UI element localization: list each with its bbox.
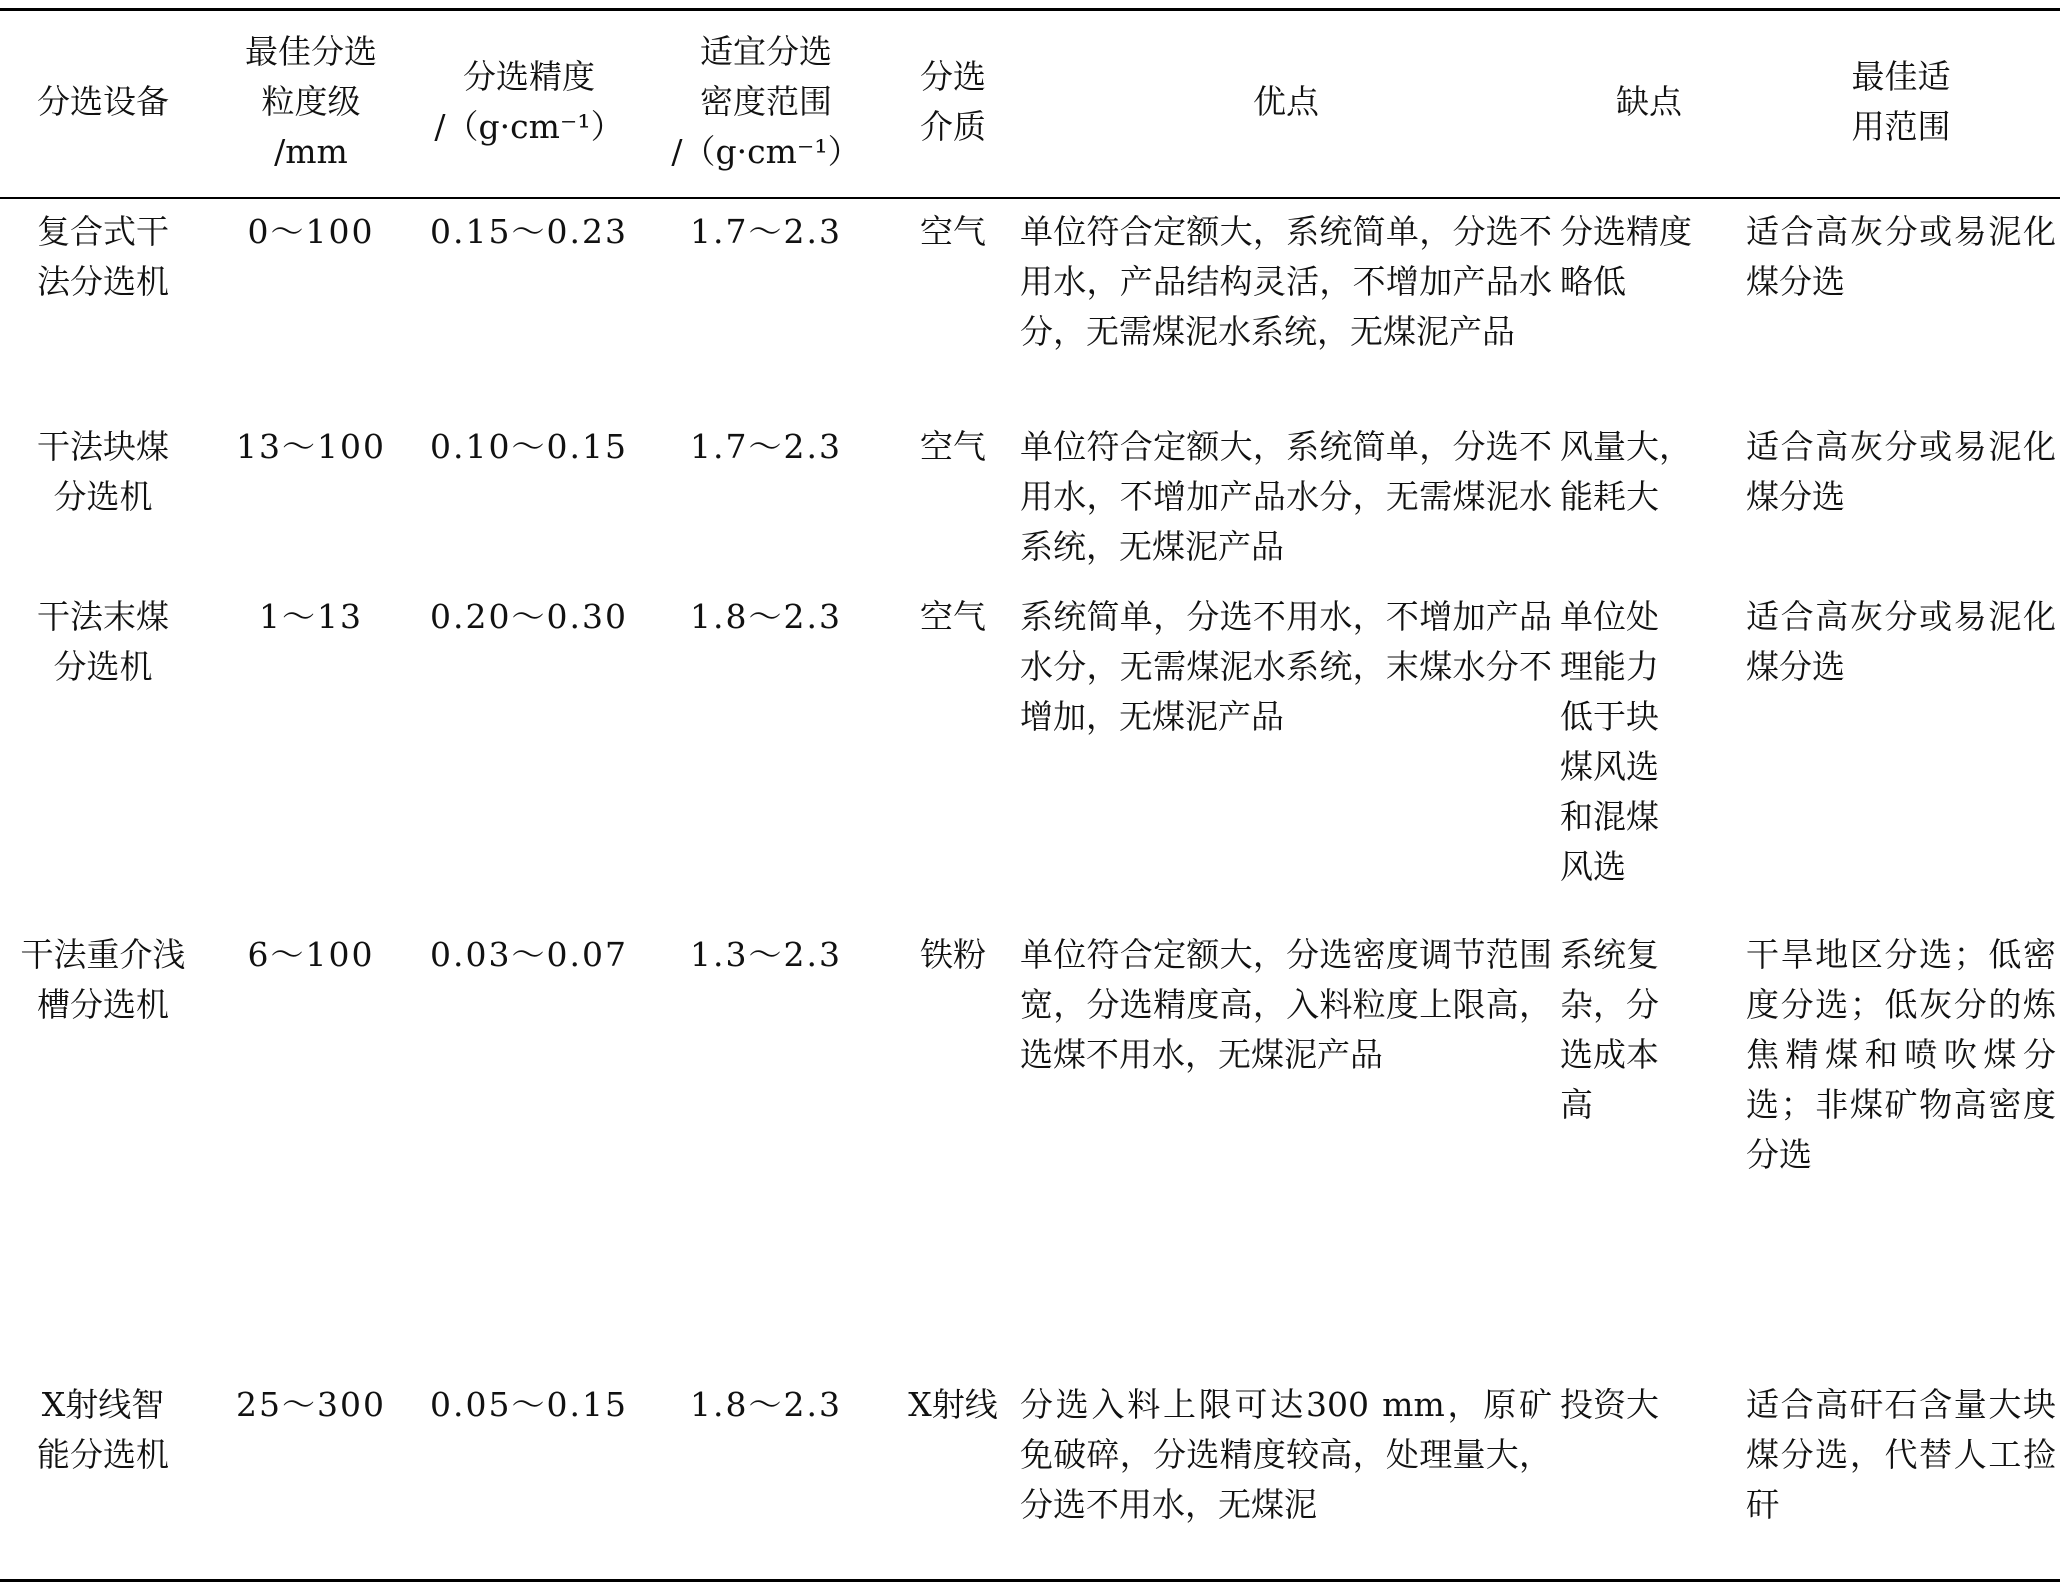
cell-size: 1～13 (259, 597, 363, 636)
cell-advantages: 分选入料上限可达300 mm，原矿免破碎，分选精度较高，处理量大，分选不用水，无煤泥 (1020, 1385, 1552, 1524)
header-row (0, 10, 2060, 199)
header-medium: 分选 介质 (920, 57, 986, 146)
header-advantages: 优点 (1253, 82, 1319, 121)
cell-scope: 适合高矸石含量大块煤分选，代替人工捡矸 (1746, 1385, 2056, 1524)
header-disadvantages: 缺点 (1616, 82, 1682, 121)
cell-advantages: 单位符合定额大，系统简单，分选不用水，不增加产品水分，无需煤泥水系统，无煤泥产品 (1020, 427, 1552, 566)
header-equipment: 分选设备 (37, 82, 169, 121)
cell-density: 1.8～2.3 (690, 1385, 842, 1424)
header-density: 适宜分选 密度范围 /（g·cm⁻¹） (671, 32, 861, 171)
cell-medium: 铁粉 (920, 935, 986, 974)
cell-size: 0～100 (247, 212, 375, 251)
cell-density: 1.8～2.3 (690, 597, 842, 636)
cell-equipment: X射线智 能分选机 (37, 1385, 169, 1474)
cell-precision: 0.10～0.15 (430, 427, 628, 466)
cell-size: 25～300 (236, 1385, 386, 1424)
cell-disadvantages: 分选精度 略低 (1560, 212, 1692, 301)
cell-scope: 适合高灰分或易泥化煤分选 (1746, 212, 2056, 301)
cell-advantages: 单位符合定额大，系统简单，分选不用水，产品结构灵活，不增加产品水分，无需煤泥水系统，无煤泥产品 (1020, 212, 1552, 351)
cell-size: 13～100 (236, 427, 386, 466)
header-precision: 分选精度 /（g·cm⁻¹） (434, 57, 624, 146)
cell-equipment: 干法末煤 分选机 (37, 597, 169, 686)
cell-equipment: 干法块煤 分选机 (37, 427, 169, 516)
cell-medium: 空气 (920, 212, 986, 251)
table-row (0, 930, 2060, 1380)
cell-disadvantages: 系统复 杂，分 选成本 高 (1560, 935, 1659, 1124)
header-scope: 最佳适 用范围 (1851, 57, 1951, 146)
cell-density: 1.3～2.3 (690, 935, 842, 974)
cell-equipment: 复合式干 法分选机 (37, 212, 169, 301)
cell-disadvantages: 投资大 (1560, 1385, 1659, 1424)
cell-medium: X射线 (908, 1385, 998, 1424)
cell-density: 1.7～2.3 (690, 212, 842, 251)
cell-precision: 0.05～0.15 (430, 1385, 628, 1424)
cell-advantages: 单位符合定额大，分选密度调节范围宽，分选精度高，入料粒度上限高，选煤不用水，无煤泥产品 (1020, 935, 1552, 1074)
table-row (0, 422, 2060, 592)
cell-advantages: 系统简单，分选不用水，不增加产品水分，无需煤泥水系统，末煤水分不增加，无煤泥产品 (1020, 597, 1552, 736)
table-row (0, 1380, 2060, 1580)
cell-scope: 适合高灰分或易泥化煤分选 (1746, 427, 2056, 516)
table-row (0, 592, 2060, 930)
cell-precision: 0.03～0.07 (430, 935, 628, 974)
cell-disadvantages: 风量大， 能耗大 (1560, 427, 1692, 516)
cell-medium: 空气 (920, 597, 986, 636)
table-row (0, 198, 2060, 422)
cell-density: 1.7～2.3 (690, 427, 842, 466)
cell-size: 6～100 (247, 935, 375, 974)
cell-precision: 0.15～0.23 (430, 212, 628, 251)
cell-equipment: 干法重介浅 槽分选机 (20, 935, 186, 1024)
cell-disadvantages: 单位处 理能力 低于块 煤风选 和混煤 风选 (1560, 597, 1659, 886)
cell-precision: 0.20～0.30 (430, 597, 628, 636)
cell-medium: 空气 (920, 427, 986, 466)
cell-scope: 适合高灰分或易泥化煤分选 (1746, 597, 2056, 686)
cell-scope: 干旱地区分选；低密度分选；低灰分的炼焦精煤和喷吹煤分选；非煤矿物高密度分选 (1746, 935, 2056, 1174)
separator-comparison-table (0, 8, 2060, 1582)
header-size: 最佳分选 粒度级 /mm (245, 32, 377, 171)
